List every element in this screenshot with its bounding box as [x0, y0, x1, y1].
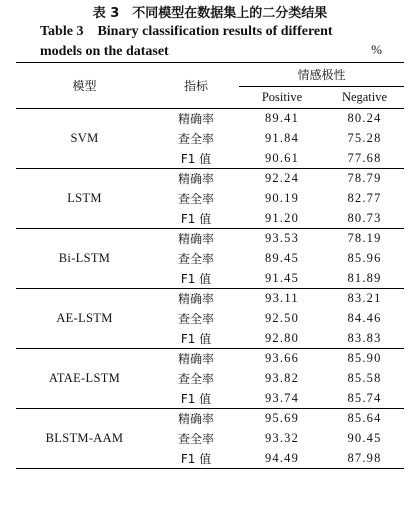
- negative-value: 90.45: [347, 431, 382, 445]
- negative-value: 82.77: [347, 191, 382, 205]
- table-caption-en-line1: Table 3 Binary classification results of different: [40, 24, 333, 39]
- header-positive: Positive: [261, 90, 303, 104]
- metric-label: 查全率: [177, 192, 214, 206]
- positive-value: 91.84: [264, 131, 300, 145]
- metric-label: 精确率: [177, 232, 214, 247]
- model-name: ATAE-LSTM: [48, 371, 121, 385]
- metric-label: 查全率: [177, 132, 214, 146]
- positive-value: 93.82: [264, 371, 300, 385]
- negative-value: 83.21: [347, 291, 382, 306]
- metric-label: 查全率: [177, 372, 214, 386]
- metric-label: F1 值: [180, 391, 212, 406]
- metric-label: F1 值: [180, 271, 212, 286]
- positive-value: 95.69: [264, 411, 300, 426]
- negative-value: 85.96: [347, 251, 382, 265]
- positive-value: 92.80: [264, 330, 300, 345]
- metric-label: 查全率: [177, 252, 214, 266]
- negative-value: 75.28: [347, 131, 382, 145]
- negative-value: 77.68: [347, 150, 382, 165]
- negative-value: 78.79: [347, 171, 382, 186]
- positive-value: 93.53: [264, 231, 300, 246]
- metric-label: 查全率: [177, 432, 214, 446]
- positive-value: 90.61: [264, 150, 300, 165]
- metric-label: 精确率: [177, 292, 214, 307]
- header-model: 模型: [72, 79, 97, 93]
- unit-label: %: [371, 42, 382, 57]
- positive-value: 89.41: [264, 111, 300, 126]
- table-row: [16, 169, 404, 189]
- model-name: SVM: [70, 131, 99, 145]
- model-name: Bi-LSTM: [58, 251, 111, 265]
- table-row: [16, 409, 404, 429]
- table-caption-zh: 表 3 不同模型在数据集上的二分类结果: [92, 6, 328, 21]
- positive-value: 93.11: [265, 291, 299, 306]
- table-row: [16, 109, 404, 129]
- model-name: AE-LSTM: [56, 311, 113, 325]
- table-caption-en: [40, 22, 380, 62]
- negative-value: 87.98: [347, 450, 382, 465]
- metric-label: F1 值: [180, 151, 212, 166]
- positive-value: 93.74: [264, 390, 300, 405]
- header-sentiment: 情感极性: [239, 63, 404, 87]
- metric-label: 查全率: [177, 312, 214, 326]
- negative-value: 85.90: [347, 351, 382, 366]
- negative-value: 85.64: [347, 411, 382, 426]
- metric-label: 精确率: [177, 412, 214, 427]
- negative-value: 78.19: [347, 231, 382, 246]
- positive-value: 93.66: [264, 351, 300, 366]
- negative-value: 81.89: [347, 270, 382, 285]
- model-name: LSTM: [67, 191, 102, 205]
- model-name: BLSTM-AAM: [45, 431, 124, 445]
- positive-value: 91.45: [264, 270, 300, 285]
- positive-value: 89.45: [264, 251, 300, 265]
- positive-value: 91.20: [264, 210, 300, 225]
- table-caption-en-line2: models on the dataset: [40, 44, 169, 59]
- positive-value: 92.50: [264, 311, 300, 325]
- table-row: [16, 289, 404, 309]
- positive-value: 92.24: [264, 171, 300, 186]
- metric-label: F1 值: [180, 331, 212, 346]
- positive-value: 90.19: [264, 191, 300, 205]
- metric-label: 精确率: [177, 172, 214, 187]
- table-row: [16, 349, 404, 369]
- metric-label: 精确率: [177, 352, 214, 367]
- results-table: [16, 62, 404, 469]
- negative-value: 80.73: [347, 210, 382, 225]
- negative-value: 85.74: [347, 390, 382, 405]
- negative-value: 83.83: [347, 330, 382, 345]
- metric-label: F1 值: [180, 451, 212, 466]
- negative-value: 85.58: [347, 371, 382, 385]
- metric-label: 精确率: [177, 112, 214, 127]
- table-row: [16, 229, 404, 249]
- positive-value: 94.49: [264, 450, 300, 465]
- negative-value: 80.24: [347, 111, 382, 126]
- header-metric: 指标: [183, 79, 208, 93]
- positive-value: 93.32: [264, 431, 300, 445]
- metric-label: F1 值: [180, 211, 212, 226]
- negative-value: 84.46: [347, 311, 382, 325]
- header-negative: Negative: [341, 90, 388, 104]
